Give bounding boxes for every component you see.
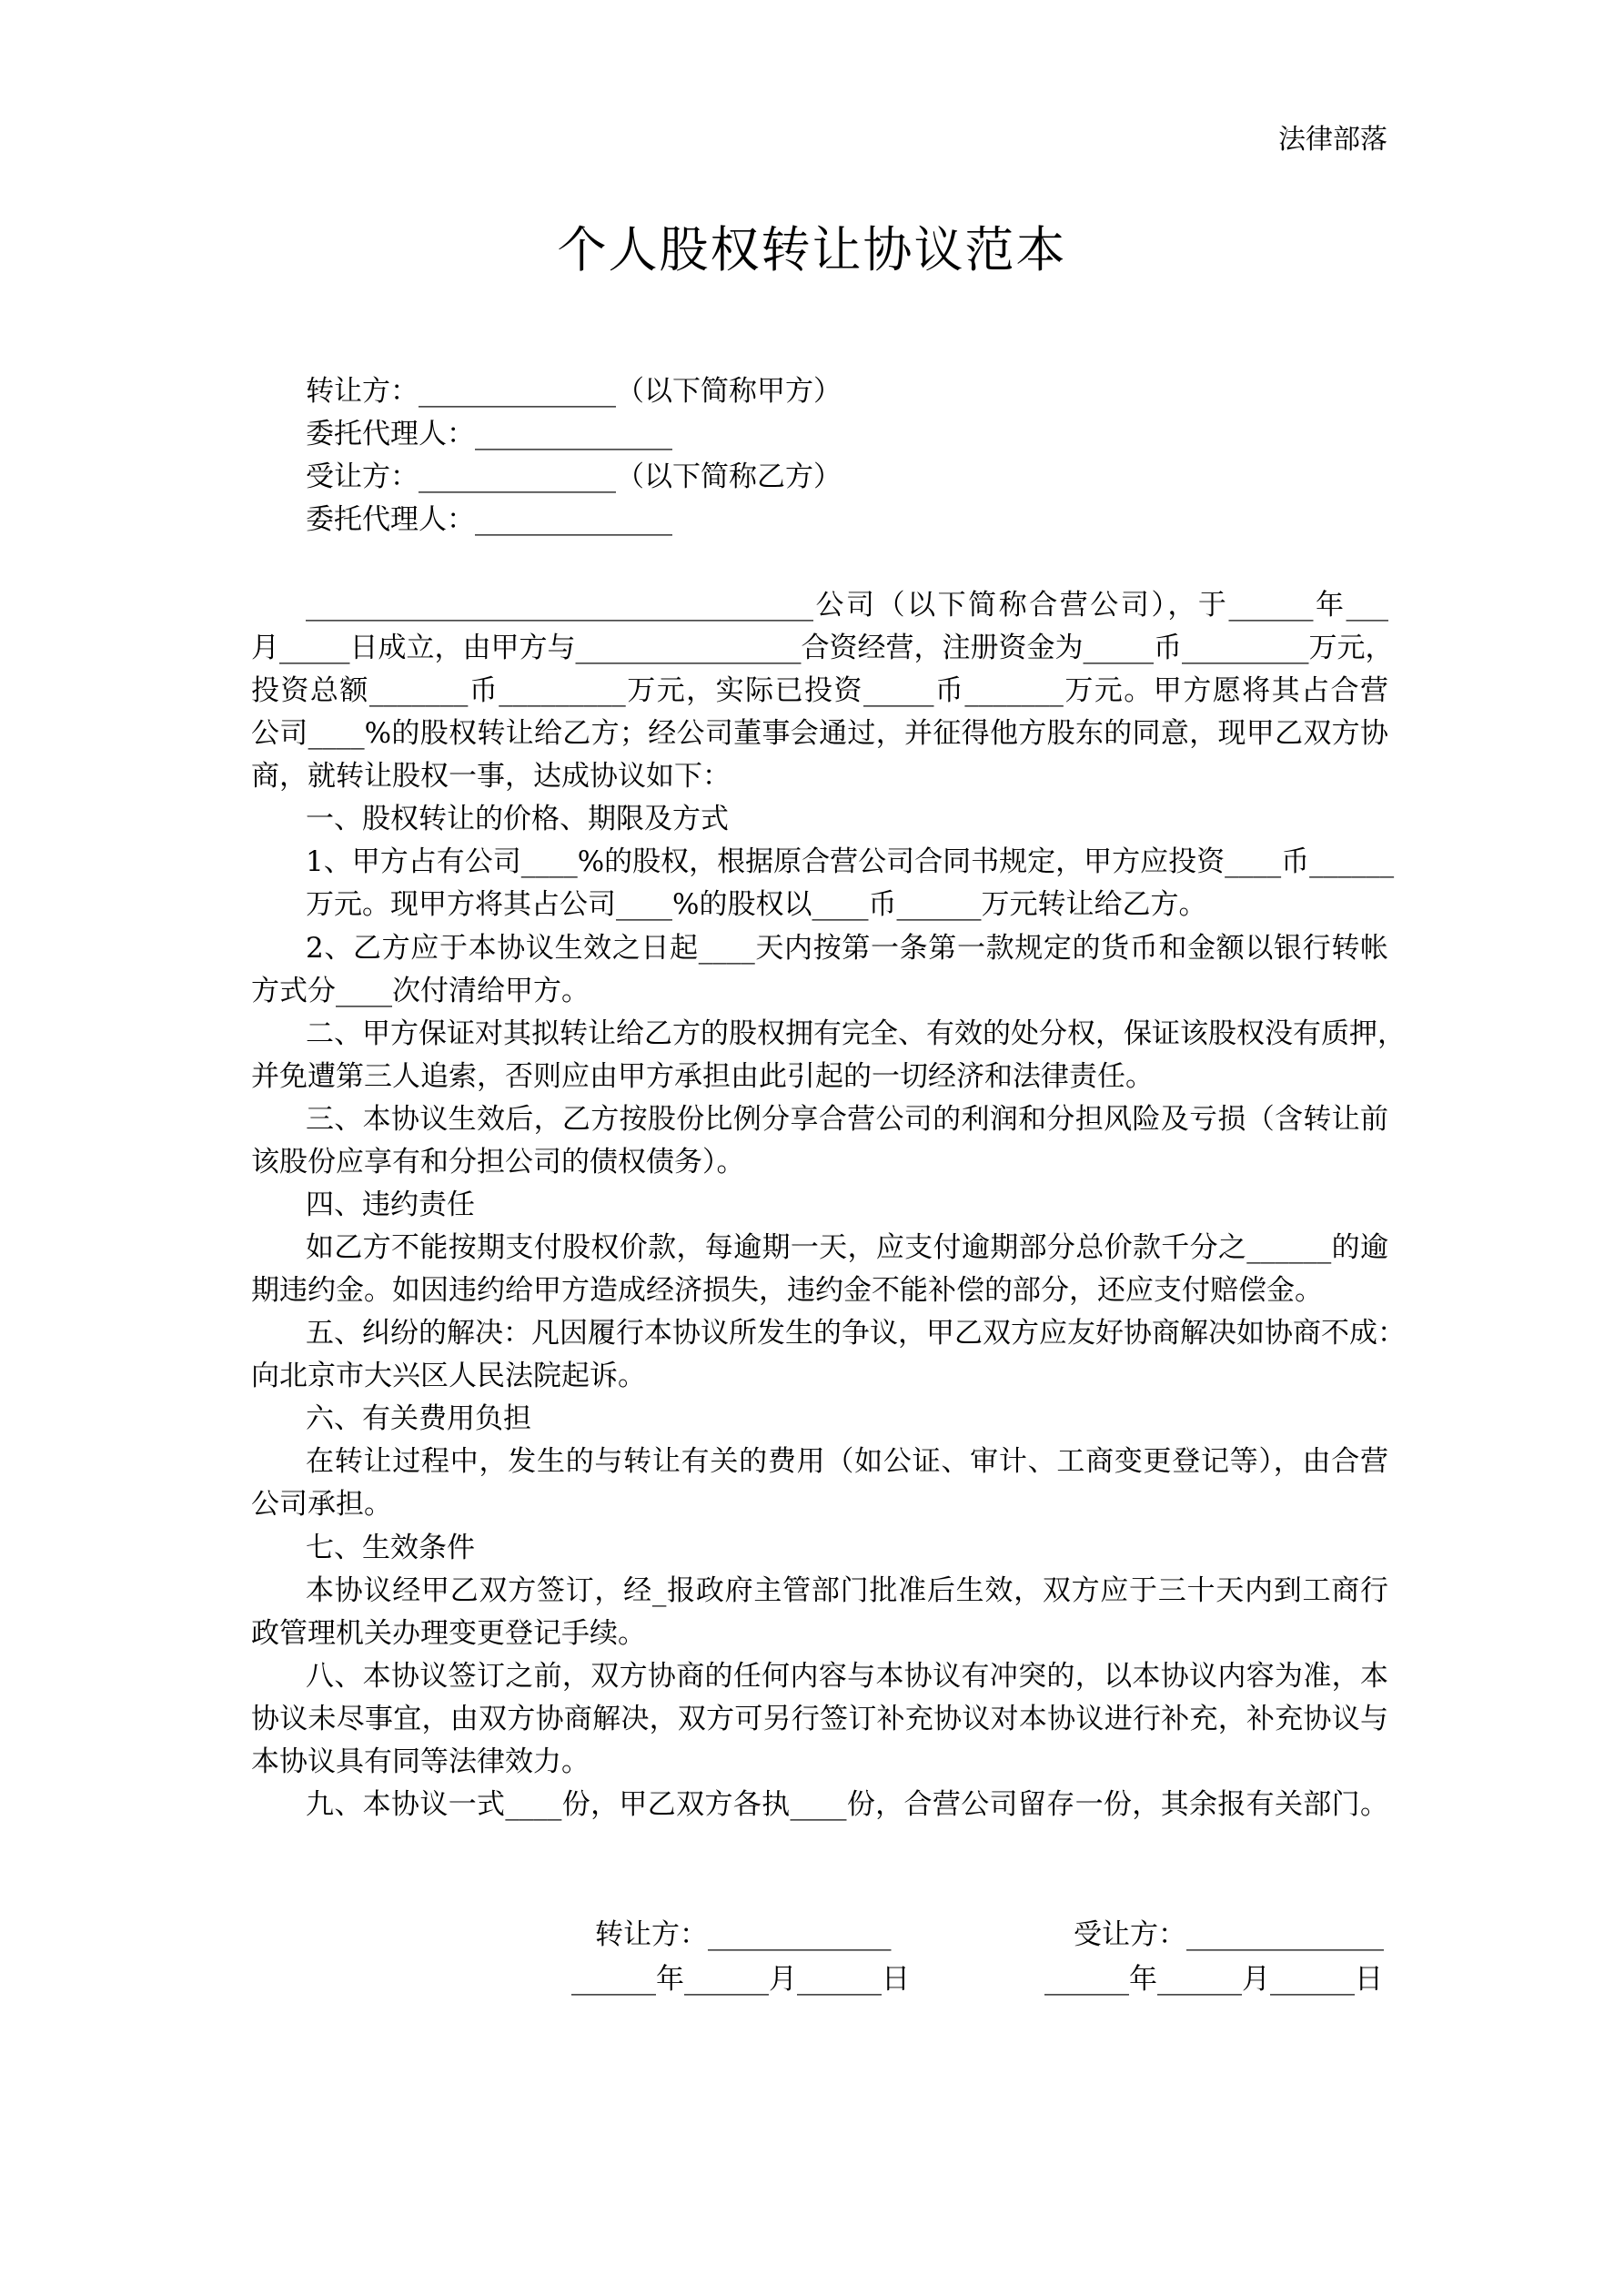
body-line: 并免遭第三人追索，否则应由甲方承担由此引起的一切经济和法律责任。 [251,1059,1154,1093]
body-line: 公司____%的股权转让给乙方；经公司董事会通过，并征得他方股东的同意，现甲乙双方协 [251,717,1388,751]
body-line: 一、股权转让的价格、期限及方式 [306,803,729,836]
body-line: 九、本协议一式____份，甲乙双方各执____份，合营公司留存一份，其余报有关部门。 [306,1787,1388,1821]
signature-transferee: 受让方：______________ [1074,1918,1384,1951]
body-line: 方式分____次付清给甲方。 [251,974,590,1007]
body-line: 向北京市大兴区人民法院起诉。 [251,1360,646,1393]
body-line: 四、违约责任 [306,1188,475,1221]
body-line: 公司承担。 [251,1488,392,1522]
signature-transferor: 转让方：_____________ [595,1918,892,1951]
party-transferee-agent: 委托代理人：______________ [306,503,672,536]
party-transferee: 受让方：______________（以下简称乙方） [306,460,842,493]
body-line: 如乙方不能按期支付股权价款，每逾期一天，应支付逾期部分总价款千分之______的逾 [306,1231,1388,1265]
body-line: 三、本协议生效后，乙方按股份比例分享合营公司的利润和分担风险及亏损（含转让前 [306,1102,1388,1136]
body-line: 月_____日成立，由甲方与________________合资经营，注册资金为_____币_________万元， [251,632,1394,665]
body-line: 该股份应享有和分担公司的债权债务）。 [251,1145,745,1178]
party-transferor-agent: 委托代理人：______________ [306,418,672,450]
body-line: 本协议经甲乙双方签订，经_报政府主管部门批准后生效，双方应于三十天内到工商行 [306,1573,1388,1607]
body-line: 政管理机关办理变更登记手续。 [251,1616,646,1650]
body-line: 二、甲方保证对其拟转让给乙方的股权拥有完全、有效的处分权，保证该股权没有质押， [306,1017,1406,1050]
body-line: 五、纠纷的解决：凡因履行本协议所发生的争议，甲乙双方应友好协商解决如协商不成： [306,1317,1406,1350]
document-title: 个人股权转让协议范本 [557,221,1067,278]
body-line: 六、有关费用负担 [306,1402,531,1436]
body-line: ____________________________________公司（以下简称合营公司），于______年___ [306,589,1388,622]
date-transferee: ______年______月______日 [1044,1963,1383,1996]
body-line: 在转让过程中，发生的与转让有关的费用（如公证、审计、工商变更登记等），由合营 [306,1445,1388,1479]
body-line: 商，就转让股权一事，达成协议如下： [251,760,731,794]
body-line: 1、甲方占有公司____%的股权，根据原合营公司合同书规定，甲方应投资____币______ [306,845,1395,879]
body-line: 本协议具有同等法律效力。 [251,1745,590,1778]
date-transferor: ______年______月______日 [571,1963,910,1996]
body-line: 协议未尽事宜，由双方协商解决，双方可另行签订补充协议对本协议进行补充，补充协议与 [251,1702,1388,1735]
source-label: 法律部落 [1278,124,1387,156]
body-line: 八、本协议签订之前，双方协商的任何内容与本协议有冲突的，以本协议内容为准，本 [306,1659,1388,1693]
party-transferor: 转让方：______________（以下简称甲方） [306,375,842,408]
body-line: 七、生效条件 [306,1531,475,1564]
body-line: 期违约金。如因违约给甲方造成经济损失，违约金不能补偿的部分，还应支付赔偿金。 [251,1274,1323,1308]
body-line: 投资总额_______币_________万元，实际已投资_____币_______万元。甲方愿将其占合营 [251,674,1388,708]
body-line: 2、乙方应于本协议生效之日起____天内按第一条第一款规定的货币和金额以银行转帐 [306,931,1388,965]
body-line: 万元。现甲方将其占公司____%的股权以____币______万元转让给乙方。 [306,888,1207,922]
